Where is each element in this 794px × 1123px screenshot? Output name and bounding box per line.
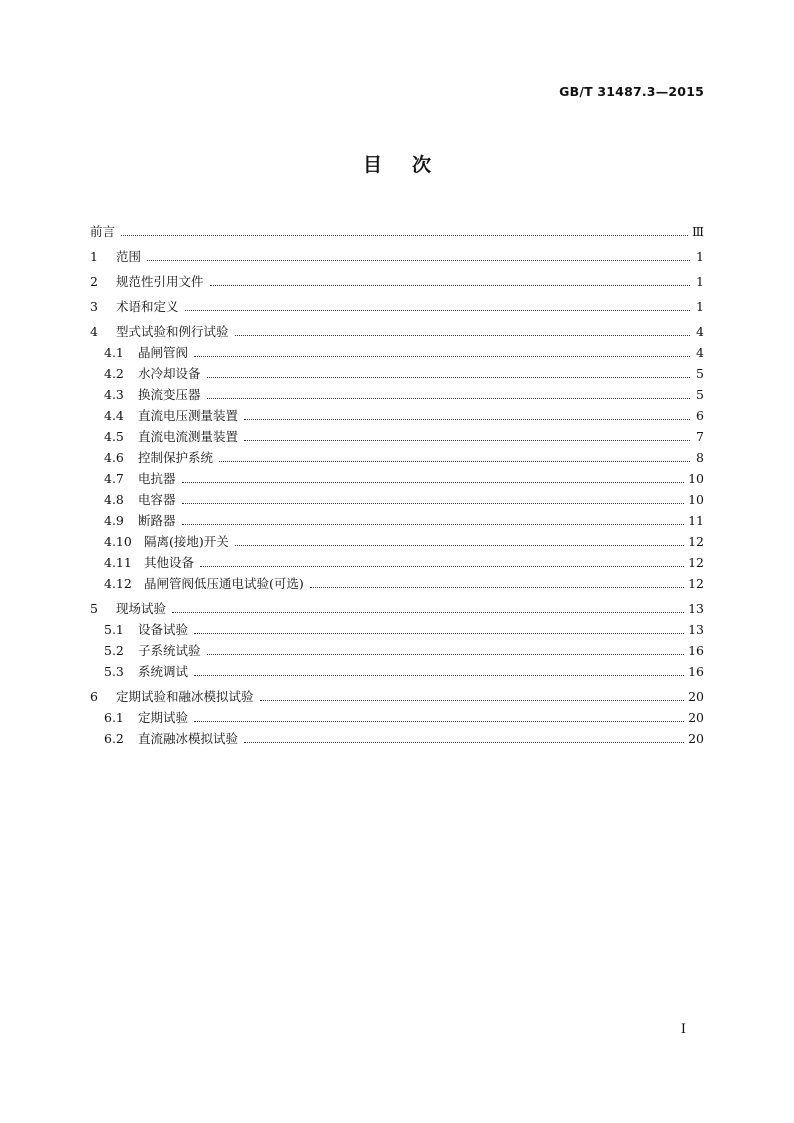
toc-entry-label: 控制保护系统 bbox=[138, 450, 214, 465]
toc-entry-number: 4.9 bbox=[104, 513, 124, 528]
toc-entry-label: 规范性引用文件 bbox=[116, 274, 204, 289]
toc-entry-label: 范围 bbox=[116, 249, 142, 264]
standard-code: GB/T 31487.3—2015 bbox=[559, 84, 704, 99]
dot-leader bbox=[207, 397, 690, 399]
toc-entry[interactable] bbox=[90, 444, 704, 465]
dot-leader bbox=[194, 632, 684, 634]
toc-entry[interactable] bbox=[90, 725, 704, 746]
toc-entry-label: 直流融冰模拟试验 bbox=[138, 731, 239, 746]
toc-entry-number: 5.3 bbox=[104, 664, 124, 679]
toc-entry[interactable] bbox=[90, 549, 704, 570]
toc-entry-label: 定期试验和融冰模拟试验 bbox=[116, 689, 254, 704]
toc-entry-page: 16 bbox=[688, 643, 704, 658]
toc-entry-label: 前言 bbox=[90, 224, 116, 239]
dot-leader bbox=[182, 523, 685, 525]
toc-entry-label: 系统调试 bbox=[138, 664, 189, 679]
toc-entry-number: 4.7 bbox=[104, 471, 124, 486]
toc-entry-number: 4.11 bbox=[104, 555, 132, 570]
toc-entry-page: Ⅲ bbox=[691, 224, 704, 239]
dot-leader bbox=[244, 439, 690, 441]
toc-entry-page: 4 bbox=[696, 345, 704, 360]
toc-entry-page: 12 bbox=[688, 534, 704, 549]
toc-entry-number: 4.2 bbox=[104, 366, 124, 381]
toc-entry-label: 现场试验 bbox=[116, 601, 167, 616]
toc-entry-label: 晶闸管阀低压通电试验(可选) bbox=[144, 576, 304, 591]
dot-leader bbox=[121, 234, 688, 236]
toc-entry[interactable] bbox=[90, 683, 704, 704]
toc-entry-page: 7 bbox=[696, 429, 704, 444]
dot-leader bbox=[200, 565, 684, 567]
page-number: I bbox=[680, 1022, 686, 1037]
toc-entry-number: 1 bbox=[90, 249, 98, 264]
toc-entry-label: 设备试验 bbox=[138, 622, 189, 637]
toc-entry-page: 20 bbox=[688, 689, 704, 704]
dot-leader bbox=[182, 502, 685, 504]
toc-entry-page: 1 bbox=[696, 299, 704, 314]
dot-leader bbox=[172, 611, 684, 613]
toc-entry[interactable] bbox=[90, 293, 704, 314]
toc-entry-page: 12 bbox=[688, 576, 704, 591]
toc-entry[interactable] bbox=[90, 704, 704, 725]
toc-entry-label: 术语和定义 bbox=[116, 299, 179, 314]
page-title: 目次 bbox=[362, 154, 461, 176]
toc-entry-number: 6.1 bbox=[104, 710, 124, 725]
toc-entry[interactable] bbox=[90, 402, 704, 423]
dot-leader bbox=[219, 460, 690, 462]
toc-entry-label: 晶闸管阀 bbox=[138, 345, 189, 360]
toc-entry-number: 4.8 bbox=[104, 492, 124, 507]
toc-entry-number: 4.5 bbox=[104, 429, 124, 444]
toc-entry-number: 5.2 bbox=[104, 643, 124, 658]
toc-entry-page: 11 bbox=[688, 513, 704, 528]
toc-entry-page: 20 bbox=[688, 731, 704, 746]
toc-entry-number: 4.12 bbox=[104, 576, 132, 591]
toc-entry-number: 4.6 bbox=[104, 450, 124, 465]
dot-leader bbox=[194, 720, 684, 722]
toc-entry-page: 13 bbox=[688, 622, 704, 637]
table-of-contents bbox=[90, 218, 704, 746]
toc-entry-number: 6 bbox=[90, 689, 98, 704]
toc-entry-number: 5.1 bbox=[104, 622, 124, 637]
toc-entry[interactable] bbox=[90, 528, 704, 549]
toc-entry-number: 4.1 bbox=[104, 345, 124, 360]
toc-entry[interactable] bbox=[90, 243, 704, 264]
dot-leader bbox=[210, 284, 690, 286]
toc-entry-label: 电容器 bbox=[138, 492, 176, 507]
toc-entry-label: 直流电压测量装置 bbox=[138, 408, 239, 423]
toc-entry-label: 直流电流测量装置 bbox=[138, 429, 239, 444]
toc-entry-label: 子系统试验 bbox=[138, 643, 201, 658]
toc-entry-label: 水冷却设备 bbox=[138, 366, 201, 381]
toc-entry[interactable] bbox=[90, 381, 704, 402]
dot-leader bbox=[194, 674, 684, 676]
toc-entry-number: 5 bbox=[90, 601, 98, 616]
dot-leader bbox=[194, 355, 690, 357]
dot-leader bbox=[182, 481, 685, 483]
toc-entry-number: 4.10 bbox=[104, 534, 132, 549]
dot-leader bbox=[207, 653, 685, 655]
toc-entry-page: 20 bbox=[688, 710, 704, 725]
toc-entry[interactable] bbox=[90, 570, 704, 591]
toc-entry-number: 2 bbox=[90, 274, 98, 289]
toc-entry-page: 10 bbox=[688, 471, 704, 486]
toc-entry-page: 16 bbox=[688, 664, 704, 679]
toc-entry[interactable] bbox=[90, 507, 704, 528]
toc-entry[interactable] bbox=[90, 423, 704, 444]
toc-entry[interactable] bbox=[90, 218, 704, 239]
toc-entry[interactable] bbox=[90, 637, 704, 658]
dot-leader bbox=[235, 334, 690, 336]
toc-entry-number: 6.2 bbox=[104, 731, 124, 746]
toc-entry-page: 1 bbox=[696, 274, 704, 289]
toc-entry-label: 换流变压器 bbox=[138, 387, 201, 402]
toc-entry-label: 型式试验和例行试验 bbox=[116, 324, 229, 339]
dot-leader bbox=[310, 586, 684, 588]
toc-entry-number: 4.3 bbox=[104, 387, 124, 402]
toc-entry-page: 12 bbox=[688, 555, 704, 570]
dot-leader bbox=[260, 699, 685, 701]
toc-entry-label: 定期试验 bbox=[138, 710, 189, 725]
toc-entry-page: 5 bbox=[696, 387, 704, 402]
toc-entry[interactable] bbox=[90, 658, 704, 679]
toc-entry-label: 隔离(接地)开关 bbox=[144, 534, 229, 549]
dot-leader bbox=[244, 418, 690, 420]
dot-leader bbox=[147, 259, 690, 261]
toc-entry[interactable] bbox=[90, 486, 704, 507]
toc-entry-number: 4.4 bbox=[104, 408, 124, 423]
toc-entry[interactable] bbox=[90, 339, 704, 360]
toc-entry-page: 8 bbox=[696, 450, 704, 465]
toc-entry-number: 3 bbox=[90, 299, 98, 314]
toc-entry-number: 4 bbox=[90, 324, 98, 339]
toc-entry-page: 5 bbox=[696, 366, 704, 381]
toc-entry[interactable] bbox=[90, 360, 704, 381]
dot-leader bbox=[185, 309, 690, 311]
toc-entry-page: 13 bbox=[688, 601, 704, 616]
toc-entry[interactable] bbox=[90, 616, 704, 637]
toc-entry-label: 其他设备 bbox=[144, 555, 195, 570]
toc-entry-label: 断路器 bbox=[138, 513, 176, 528]
toc-entry[interactable] bbox=[90, 595, 704, 616]
toc-entry-page: 4 bbox=[696, 324, 704, 339]
toc-entry-label: 电抗器 bbox=[138, 471, 176, 486]
toc-entry[interactable] bbox=[90, 268, 704, 289]
toc-entry[interactable] bbox=[90, 318, 704, 339]
dot-leader bbox=[235, 544, 684, 546]
toc-entry-page: 1 bbox=[696, 249, 704, 264]
dot-leader bbox=[207, 376, 690, 378]
toc-entry-page: 10 bbox=[688, 492, 704, 507]
toc-entry-page: 6 bbox=[696, 408, 704, 423]
toc-entry[interactable] bbox=[90, 465, 704, 486]
dot-leader bbox=[244, 741, 684, 743]
